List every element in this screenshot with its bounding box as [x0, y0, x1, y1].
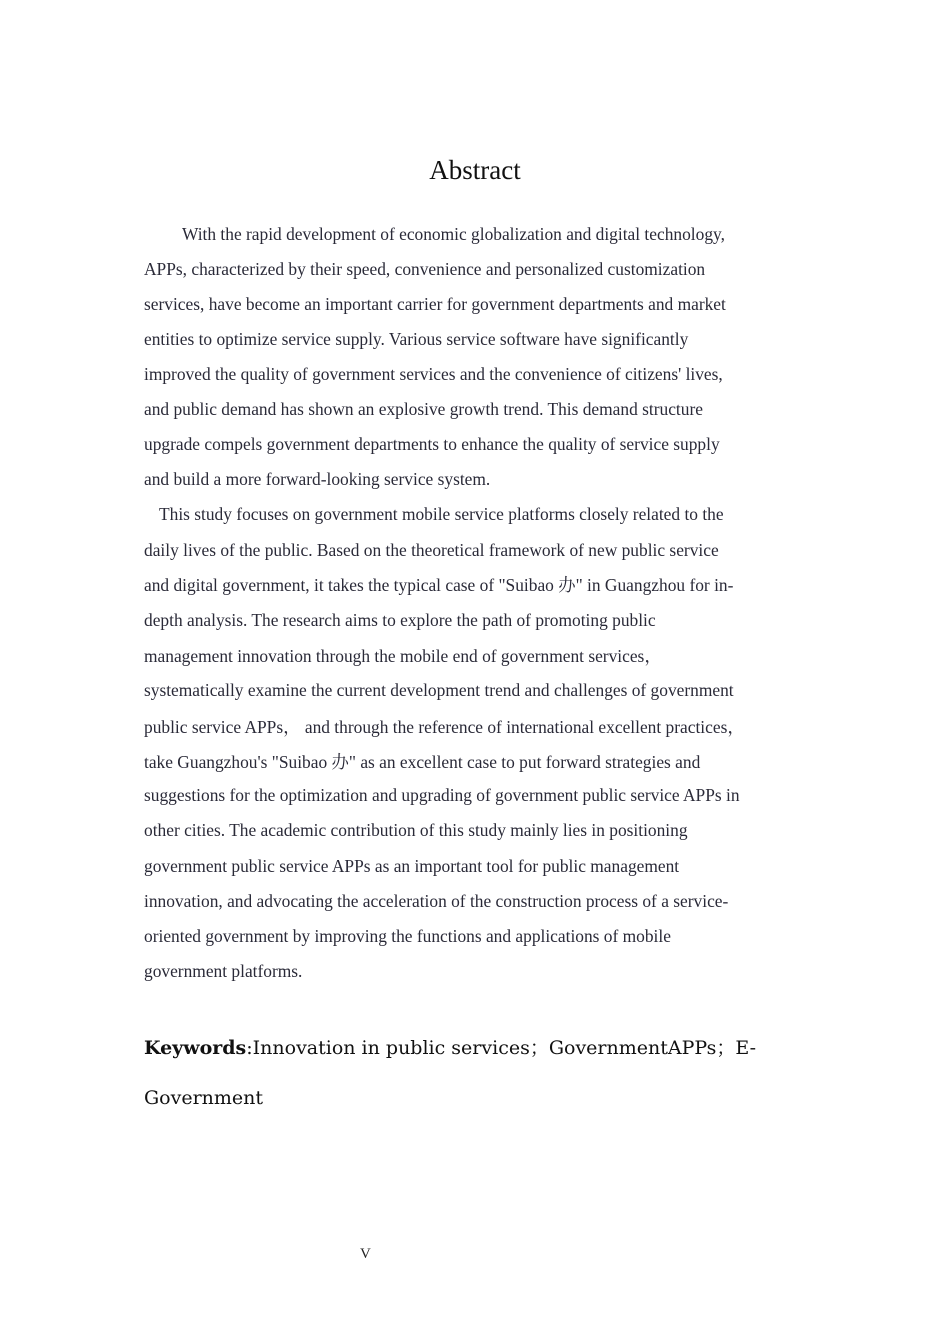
paragraph2-line-1: This study focuses on government mobile service platforms closely related to the [159, 504, 724, 524]
paragraph1-line-5: improved the quality of government services and the convenience of citizens' lives, [144, 364, 723, 384]
paragraph2-line-4: depth analysis. The research aims to explore the path of promoting public [144, 610, 656, 630]
paragraph2-line-14: government platforms. [144, 961, 303, 981]
paragraph2-line-10: other cities. The academic contribution of this study mainly lies in positioning [144, 820, 688, 840]
abstract-title: Abstract [429, 155, 521, 185]
paragraph1-line-3: services, have become an important carrier for government departments and market [144, 294, 726, 314]
paragraph1-line-1: With the rapid development of economic globalization and digital technology, [182, 224, 725, 244]
page-number: V [360, 1246, 371, 1262]
paragraph2-line-13: oriented government by improving the functions and applications of mobile [144, 926, 671, 946]
paragraph1-line-8: and build a more forward-looking service system. [144, 469, 491, 489]
paragraph2-line-12: innovation, and advocating the acceleration of the construction process of a service- [144, 891, 729, 911]
paragraph2-line-9: suggestions for the optimization and upgrading of government public service APPs in [144, 785, 740, 805]
paragraph2-line-7: public service APPs， and through the reference of international excellent practices， [144, 717, 745, 737]
keywords-line-1 [144, 1035, 756, 1061]
keywords-text: :Innovation in public services；GovernmentAPPs；E- [246, 1037, 757, 1059]
paragraph1-line-7: upgrade compels government departments to enhance the quality of service supply [144, 434, 720, 454]
paragraph2-line-5: management innovation through the mobile end of government services， [144, 646, 662, 666]
paragraph2-line-3: and digital government, it takes the typical case of "Suibao 办" in Guangzhou for in- [144, 575, 734, 595]
paragraph1-line-6: and public demand has shown an explosive growth trend. This demand structure [144, 399, 703, 419]
paragraph1-line-4: entities to optimize service supply. Various service software have significantly [144, 329, 689, 349]
paragraph2-line-2: daily lives of the public. Based on the theoretical framework of new public service [144, 540, 719, 560]
paragraph2-line-6: systematically examine the current development trend and challenges of government [144, 680, 734, 700]
keywords-line-2: Government [144, 1087, 264, 1109]
paragraph2-line-8: take Guangzhou's "Suibao 办" as an excellent case to put forward strategies and [144, 752, 701, 772]
paragraph1-line-2: APPs, characterized by their speed, convenience and personalized customization [144, 259, 706, 279]
keywords-label: Keywords [144, 1037, 247, 1059]
paragraph2-line-11: government public service APPs as an important tool for public management [144, 856, 680, 876]
